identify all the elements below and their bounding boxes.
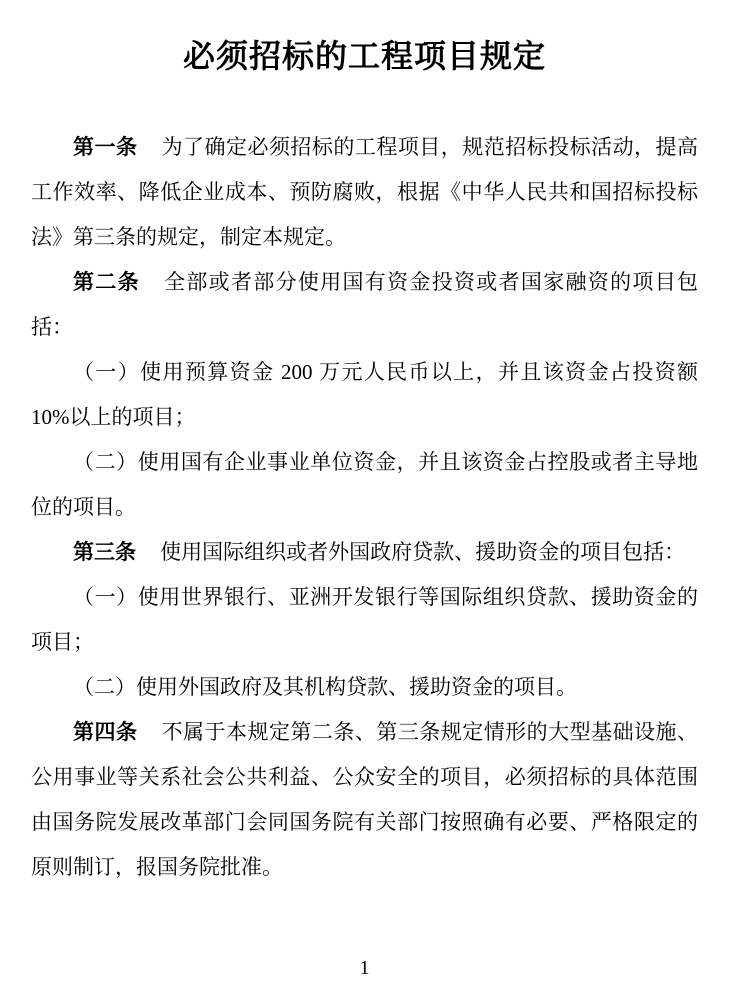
article-number: 第二条	[73, 270, 140, 294]
paragraph-text: 全部或者部分使用国有资金投资或者国家融资的项目包括：	[31, 270, 699, 339]
article-number: 第三条	[73, 540, 136, 564]
paragraph-article-2	[31, 260, 698, 350]
article-number: 第一条	[73, 135, 138, 159]
paragraph-text: （二）使用外国政府及其机构贷款、援助资金的项目。	[73, 675, 577, 699]
paragraph-article-4	[31, 710, 698, 890]
paragraph-text: 为了确定必须招标的工程项目，规范招标投标活动，提高工作效率、降低企业成本、预防腐败，根据《中华人民共和国招标投标法》第三条的规定，制定本规定。	[31, 135, 699, 249]
paragraph-text: 不属于本规定第二条、第三条规定情形的大型基础设施、公用事业等关系社会公共利益、公众安全的项目，必须招标的具体范围由国务院发展改革部门会同国务院有关部门按照确有必要、严格限定的原则制订，报国务院批准。	[31, 720, 699, 879]
paragraph-text: （一）使用世界银行、亚洲开发银行等国际组织贷款、援助资金的项目；	[31, 585, 698, 654]
paragraph-text: （二）使用国有企业事业单位资金，并且该资金占控股或者主导地位的项目。	[31, 450, 698, 519]
document-title: 必须招标的工程项目规定	[182, 38, 546, 74]
paragraph-item	[31, 665, 698, 710]
paragraph-text: （一）使用预算资金 200 万元人民币以上，并且该资金占投资额 10%以上的项目；	[31, 360, 698, 429]
article-number: 第四条	[73, 720, 138, 744]
paragraph-item	[31, 575, 698, 665]
page-number: 1	[359, 957, 370, 979]
paragraph-item	[31, 350, 698, 440]
paragraph-item	[31, 440, 698, 530]
paragraph-text: 使用国际组织或者外国政府贷款、援助资金的项目包括：	[160, 540, 686, 564]
paragraph-article-3	[31, 530, 698, 575]
document-body	[0, 125, 729, 890]
paragraph-article-1	[31, 125, 698, 260]
